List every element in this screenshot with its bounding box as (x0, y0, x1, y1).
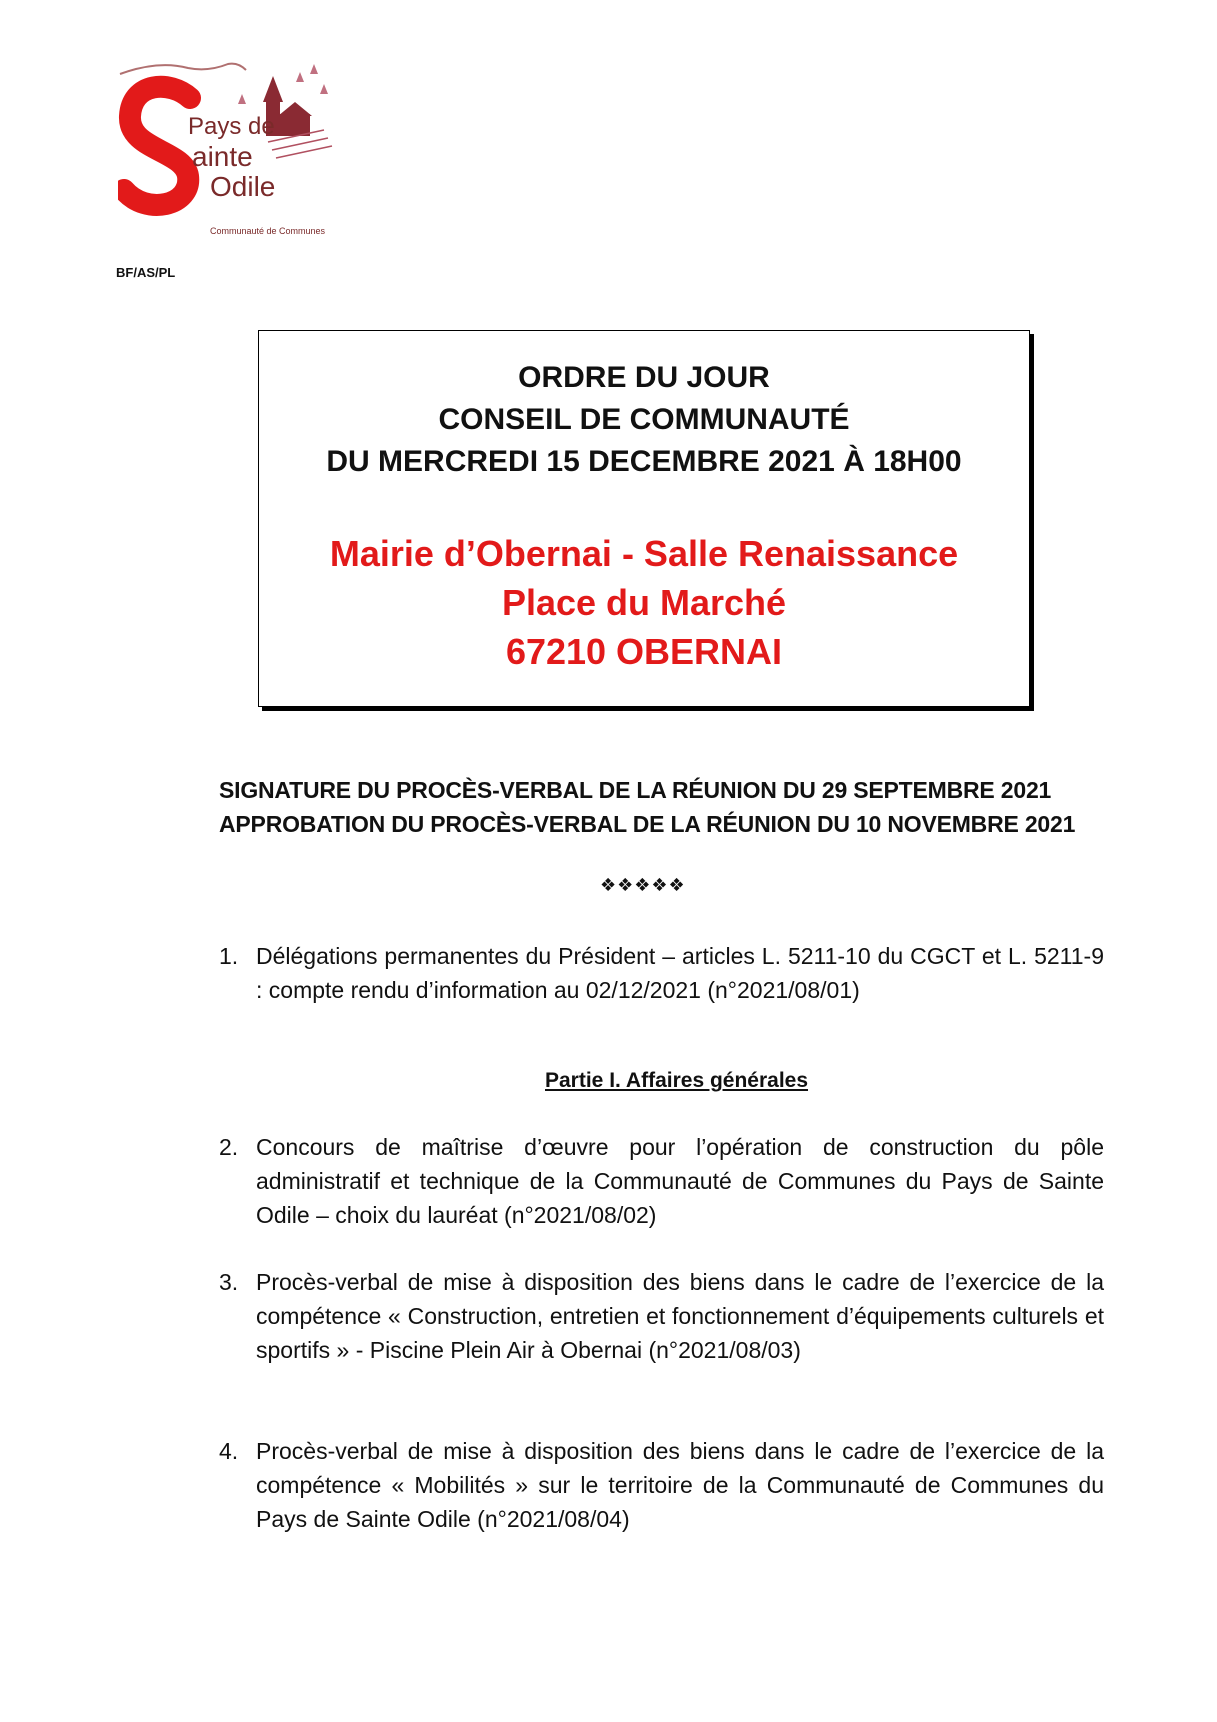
part-heading: Partie I. Affaires générales (545, 1069, 809, 1092)
section-separator: ❖❖❖❖❖ (600, 875, 686, 895)
logo-tagline: Communauté de Communes (210, 226, 326, 236)
agenda-date: DU MERCREDI 15 DECEMBRE 2021 À 18H00 (326, 445, 962, 478)
minutes-signature: SIGNATURE DU PROCÈS-VERBAL DE LA RÉUNION DU 29 SEPTEMBRE 2021 (219, 777, 1052, 803)
agenda-title: ORDRE DU JOUR (518, 361, 770, 394)
agenda-item-text: Procès-verbal de mise à disposition des biens dans le cadre de l’exercice de la compétence « Mobilités » sur le territoire de la Communauté de Communes du Pays de Sainte Odile (n°2021/08/04) (256, 1438, 1104, 1532)
agenda-council: CONSEIL DE COMMUNAUTÉ (438, 403, 850, 436)
minutes-approval: APPROBATION DU PROCÈS-VERBAL DE LA RÉUNION DU 10 NOVEMBRE 2021 (219, 811, 1076, 837)
pays-de-sainte-odile-logo (118, 58, 358, 240)
location-venue: Mairie d’Obernai - Salle Renaissance (329, 533, 959, 574)
logo-line-3: Odile (210, 171, 276, 202)
agenda-item (219, 1265, 1104, 1367)
agenda-item (219, 1130, 1104, 1232)
agenda-header-box (258, 330, 1030, 707)
agenda-item-text: Procès-verbal de mise à disposition des biens dans le cadre de l’exercice de la compétence « Construction, entretien et fonctionnement d’équipements culturels et sportifs » - Piscine Plein Air à Obernai (n°2021/08/03) (256, 1269, 1104, 1363)
agenda-item (219, 1434, 1104, 1536)
agenda-item-text: Délégations permanentes du Président – articles L. 5211-10 du CGCT et L. 5211-9 : compte rendu d’information au 02/12/2021 (n°2021/08/01) (256, 943, 1104, 1003)
agenda-item-number: 1. (219, 943, 239, 969)
location-city: 67210 OBERNAI (505, 631, 783, 672)
logo-line-2: ainte (192, 141, 253, 172)
agenda-item (219, 939, 1104, 1007)
location-street: Place du Marché (501, 582, 787, 623)
document-reference: BF/AS/PL (116, 265, 176, 280)
agenda-item-text: Concours de maîtrise d’œuvre pour l’opération de construction du pôle administratif et technique de la Communauté de Communes du Pays de Sainte Odile – choix du lauréat (n°2021/08/02) (256, 1134, 1104, 1228)
agenda-item-number: 2. (219, 1134, 239, 1160)
agenda-item-number: 3. (219, 1269, 239, 1295)
agenda-item-number: 4. (219, 1438, 239, 1464)
logo-line-1: Pays de (188, 113, 275, 140)
